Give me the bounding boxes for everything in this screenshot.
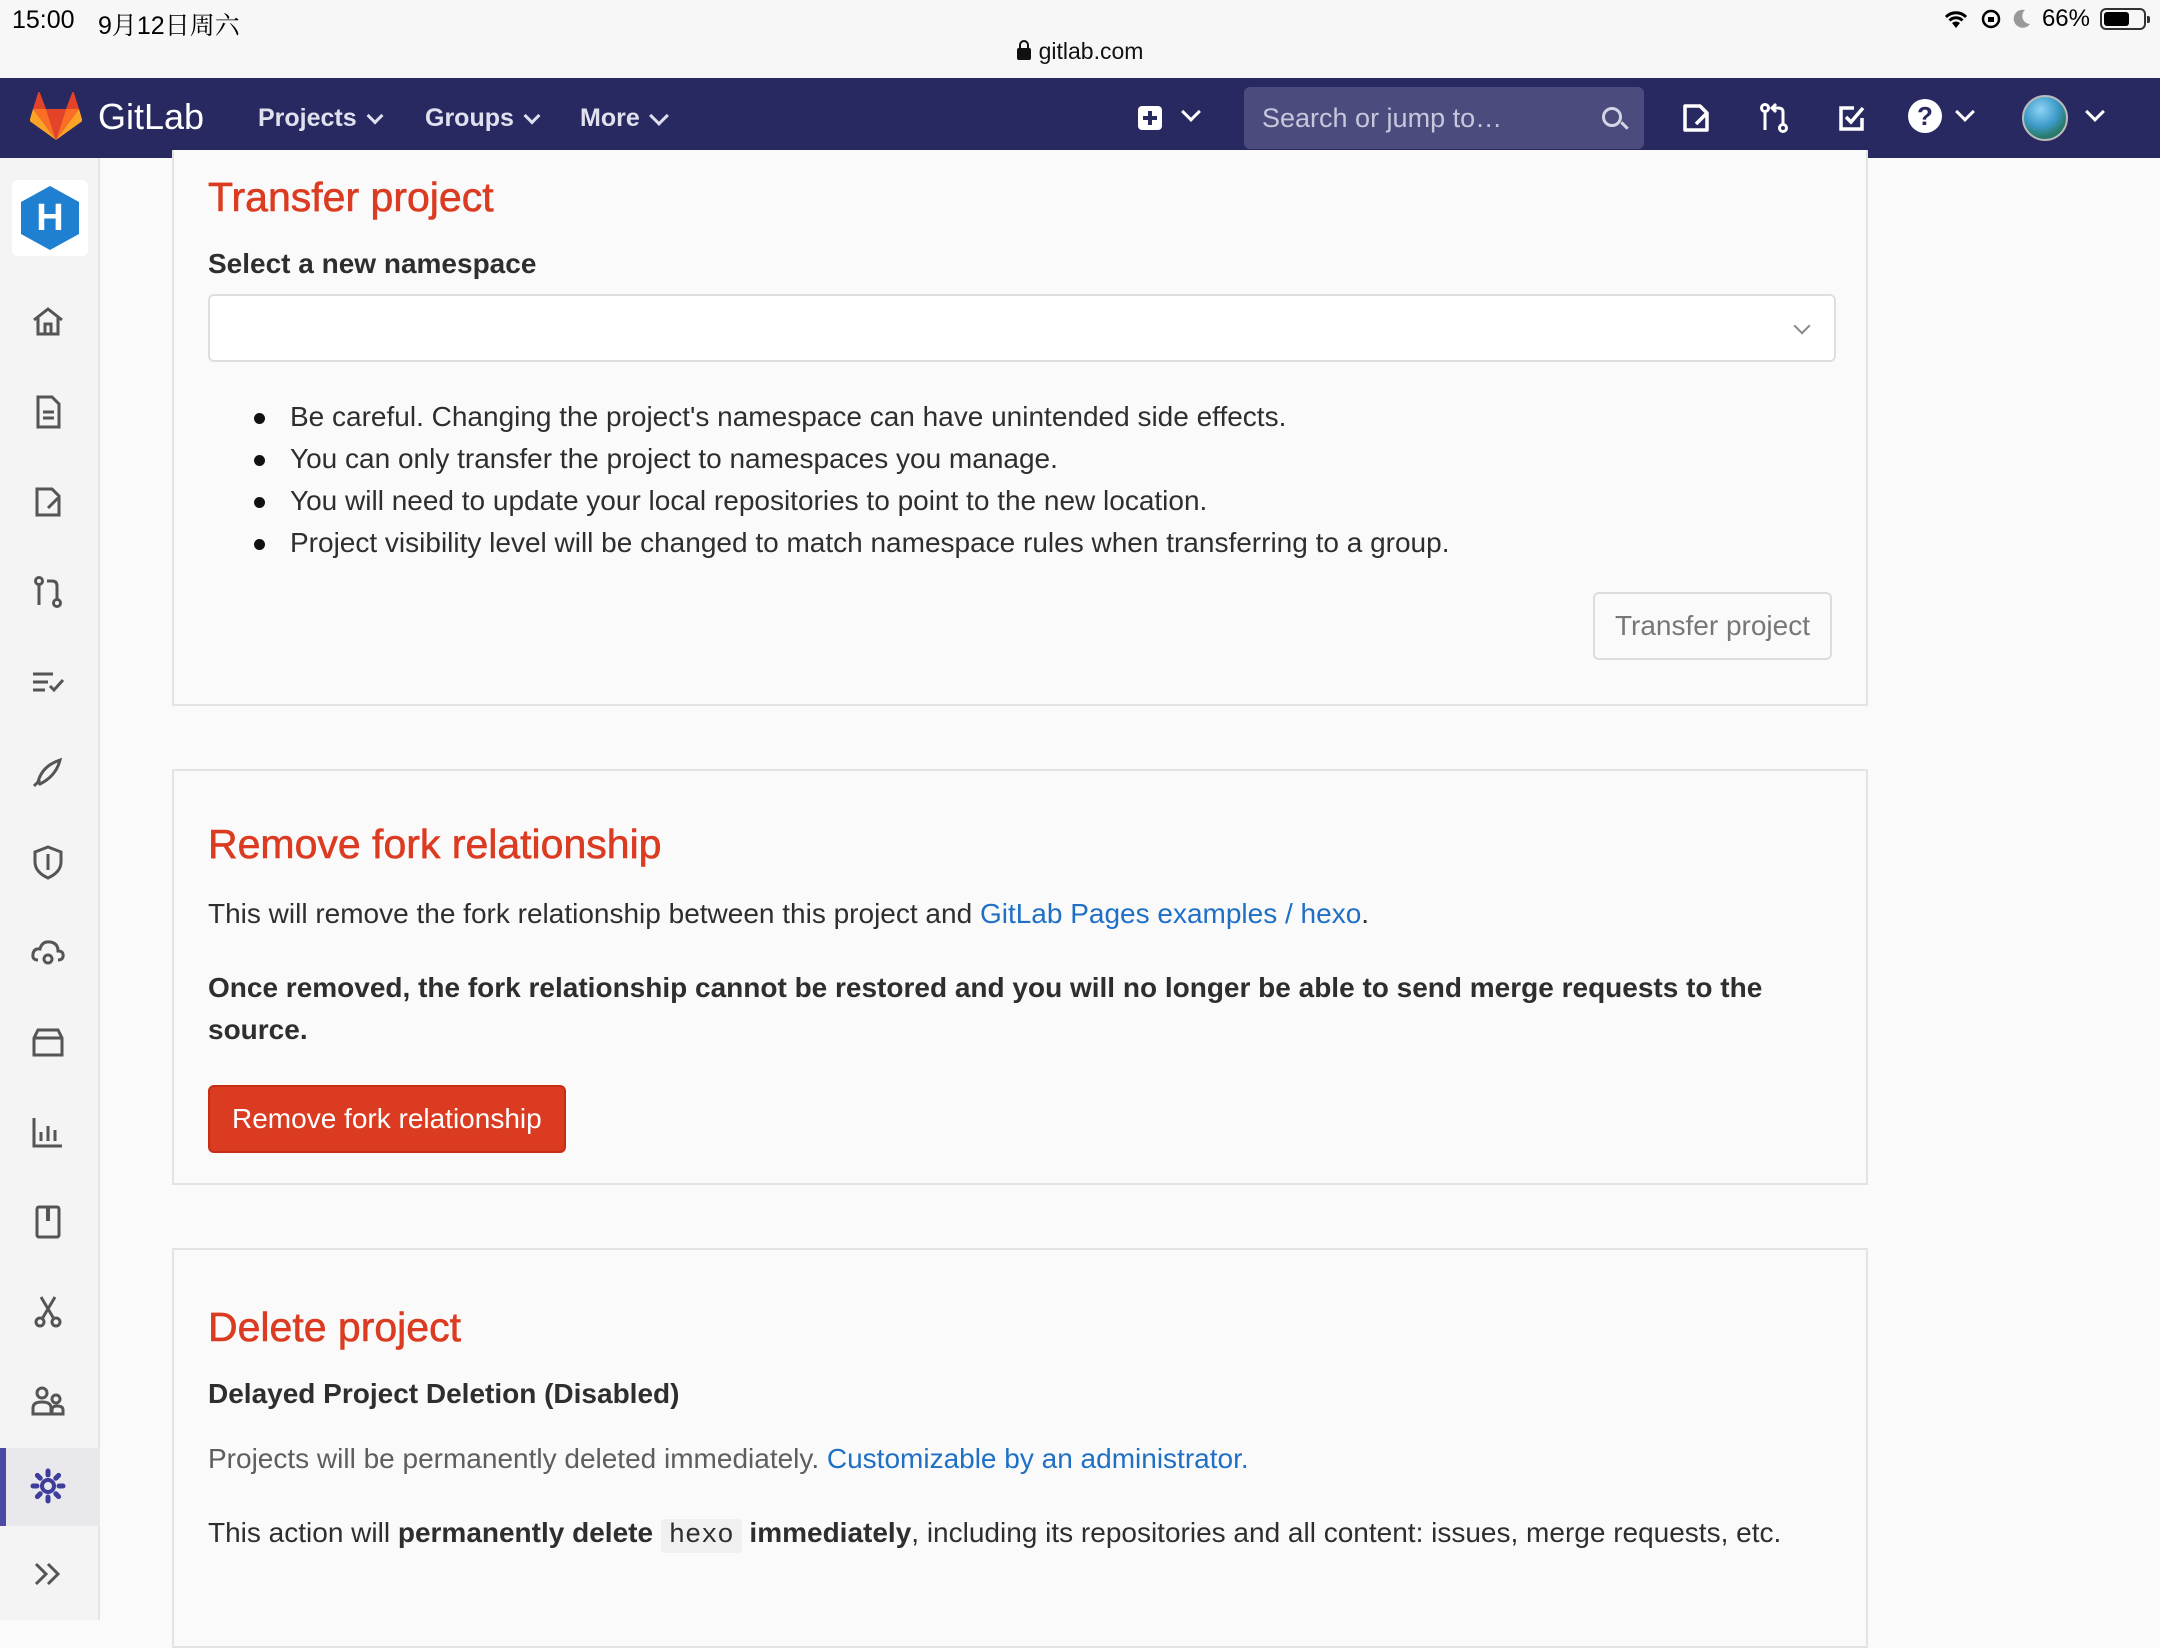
list-item: You can only transfer the project to namespaces you manage.	[254, 438, 1449, 480]
collapse-sidebar-double-chevron-icon[interactable]	[28, 1554, 68, 1594]
chevron-down-icon	[1181, 102, 1201, 122]
members-users-icon[interactable]	[28, 1382, 68, 1422]
remove-fork-warning: Once removed, the fork relationship cannot be restored and you will no longer be able to send merge requests to the source.	[208, 972, 1763, 1045]
transfer-project-title: Transfer project	[208, 174, 494, 220]
chevron-down-icon	[649, 106, 669, 126]
delete-action-bold-immediately: immediately	[749, 1517, 912, 1548]
issues-icon[interactable]	[28, 482, 68, 522]
status-date: 9月12日周六	[98, 12, 240, 40]
project-sidebar	[0, 158, 100, 1620]
transfer-project-button[interactable]: Transfer project	[1593, 592, 1832, 660]
requirements-list-icon[interactable]	[28, 662, 68, 702]
chevron-down-icon	[2085, 102, 2105, 122]
project-overview-home-icon[interactable]	[28, 302, 68, 342]
device-status-bar	[0, 0, 2160, 78]
wifi-icon	[1942, 8, 1970, 30]
remove-fork-description	[208, 893, 1838, 935]
new-item-plus-icon[interactable]	[1138, 106, 1162, 130]
deletion-info-text: Projects will be permanently deleted immediately.	[208, 1443, 827, 1474]
transfer-warnings-list	[254, 396, 1449, 564]
delayed-deletion-subtitle: Delayed Project Deletion (Disabled)	[208, 1378, 680, 1409]
address-url: gitlab.com	[1038, 38, 1144, 64]
todos-icon[interactable]	[1834, 100, 1870, 136]
delete-action-bold-permanent: permanently delete	[397, 1517, 654, 1548]
user-menu-dropdown[interactable]	[2084, 106, 2102, 124]
list-item: Be careful. Changing the project's namespace can have unintended side effects.	[254, 396, 1449, 438]
analytics-chart-icon[interactable]	[28, 1112, 68, 1152]
nav-groups-dropdown[interactable]	[425, 104, 538, 133]
wiki-book-icon[interactable]	[28, 1202, 68, 1242]
search-icon[interactable]	[1602, 107, 1622, 127]
status-time: 15:00	[12, 6, 75, 34]
nav-projects-dropdown[interactable]	[258, 104, 381, 133]
gitlab-brand[interactable]: GitLab	[98, 96, 205, 137]
chevron-down-icon	[523, 107, 540, 124]
snippets-scissors-icon[interactable]	[28, 1292, 68, 1332]
rotation-lock-icon	[1980, 8, 2002, 30]
nav-groups-label: Groups	[425, 104, 514, 132]
top-navbar	[0, 78, 2160, 158]
delete-project-panel	[172, 1248, 1868, 1648]
packages-box-icon[interactable]	[28, 1022, 68, 1062]
ci-cd-rocket-icon[interactable]	[28, 752, 68, 792]
merge-requests-icon[interactable]	[1756, 100, 1792, 136]
customizable-admin-link[interactable]: Customizable by an administrator.	[826, 1443, 1249, 1474]
remove-fork-button[interactable]: Remove fork relationship	[208, 1085, 566, 1153]
battery-icon	[2100, 8, 2146, 30]
deletion-info	[208, 1438, 1838, 1480]
remove-fork-description-end: .	[1361, 898, 1370, 929]
list-item: Project visibility level will be changed to match namespace rules when transferring to a group.	[254, 522, 1449, 564]
user-avatar[interactable]	[2022, 95, 2068, 141]
delete-project-title: Delete project	[208, 1304, 461, 1350]
search-input[interactable]	[1244, 87, 1644, 149]
issues-icon[interactable]	[1678, 100, 1714, 136]
address-bar[interactable]	[0, 38, 2160, 65]
new-item-dropdown[interactable]	[1180, 106, 1198, 124]
help-question-icon[interactable]: ?	[1908, 99, 1942, 133]
nav-projects-label: Projects	[258, 104, 357, 132]
merge-requests-icon[interactable]	[28, 572, 68, 612]
moon-icon	[2012, 8, 2032, 30]
battery-percent: 66%	[2041, 5, 2090, 32]
remove-fork-panel	[172, 769, 1868, 1185]
settings-gear-icon	[28, 1466, 68, 1506]
chevron-down-icon	[1955, 102, 1975, 122]
security-shield-icon[interactable]	[28, 842, 68, 882]
battery-fill	[2104, 12, 2129, 26]
status-indicators	[1942, 5, 2146, 33]
chevron-down-icon	[1794, 318, 1811, 335]
repository-document-icon[interactable]	[28, 392, 68, 432]
nav-more-dropdown[interactable]	[580, 104, 666, 133]
remove-fork-description-text: This will remove the fork relationship between this project and	[208, 898, 980, 929]
transfer-project-panel	[172, 150, 1868, 706]
help-dropdown[interactable]	[1954, 106, 1972, 124]
namespace-select[interactable]	[208, 294, 1836, 362]
project-avatar[interactable]	[12, 180, 88, 256]
project-hexagon-logo	[18, 184, 82, 252]
namespace-label: Select a new namespace	[208, 248, 537, 279]
search-box[interactable]	[1244, 87, 1644, 149]
fork-source-link[interactable]: GitLab Pages examples / hexo	[979, 898, 1362, 929]
list-item: You will need to update your local repositories to point to the new location.	[254, 480, 1449, 522]
project-name-code: hexo	[661, 1519, 742, 1553]
gitlab-logo-icon[interactable]	[30, 92, 82, 142]
remove-fork-title: Remove fork relationship	[208, 821, 662, 867]
delete-action-prefix: This action will	[208, 1517, 398, 1548]
chevron-down-icon	[366, 107, 383, 124]
delete-action-suffix: , including its repositories and all content: issues, merge requests, etc.	[911, 1517, 1782, 1548]
nav-more-label: More	[580, 104, 640, 132]
sidebar-item-settings-active[interactable]	[0, 1448, 100, 1526]
lock-icon	[1017, 48, 1031, 60]
delete-action-warning	[208, 1512, 1838, 1557]
operations-cloud-icon[interactable]	[28, 932, 68, 972]
project-initial: H	[36, 197, 64, 239]
